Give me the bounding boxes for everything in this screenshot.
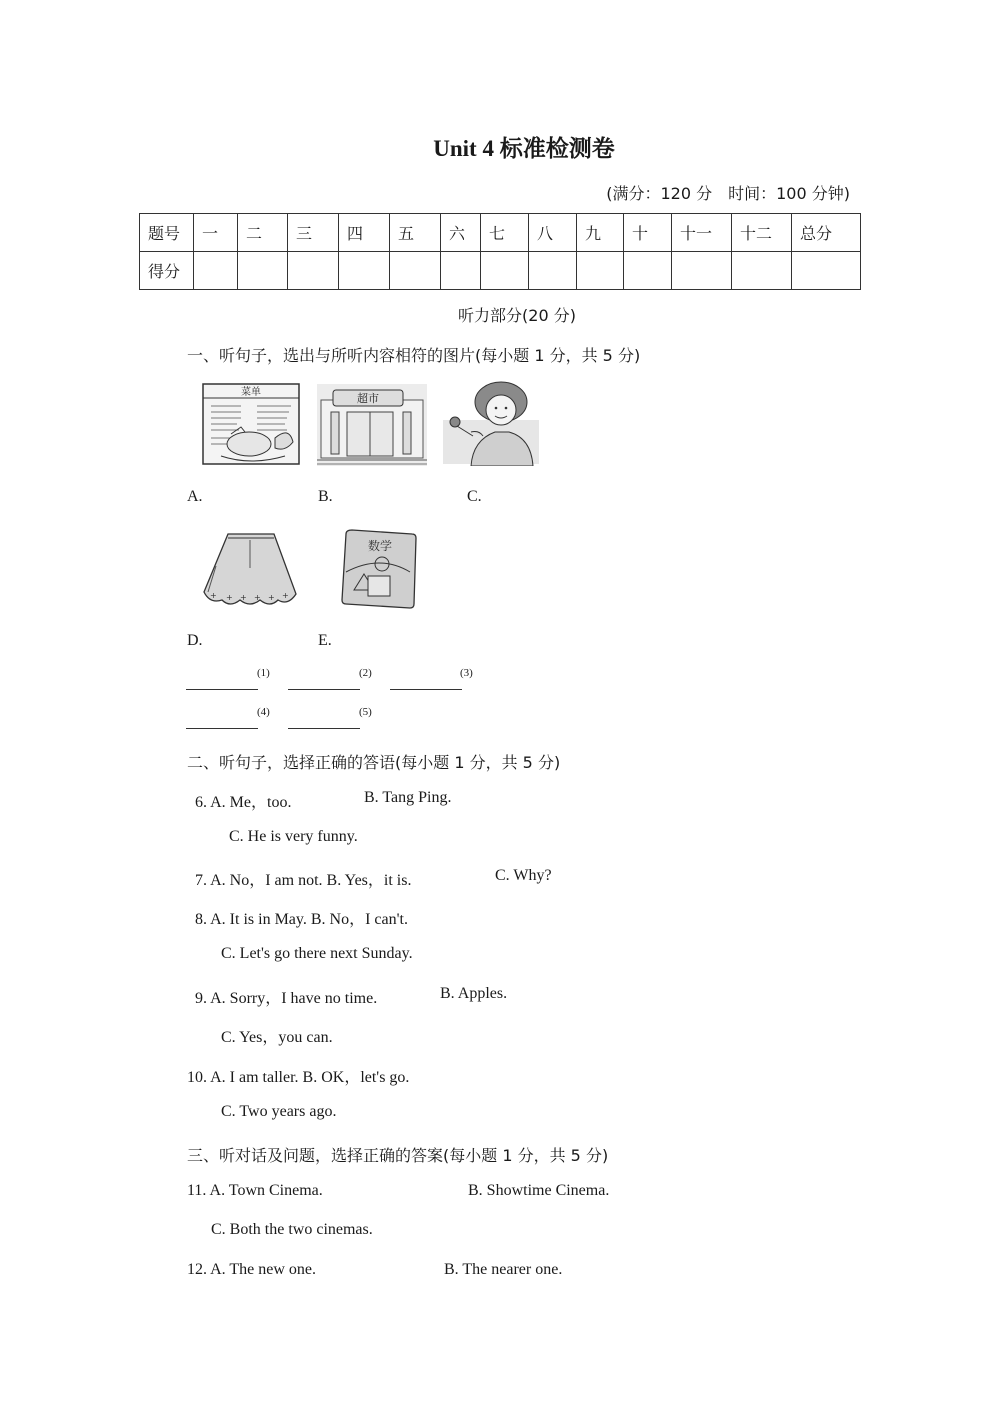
col-header: 二: [238, 214, 288, 252]
score-cell[interactable]: [624, 252, 672, 290]
svg-text:+: +: [268, 593, 275, 602]
score-table: [139, 213, 861, 290]
section-1-heading: 一、听句子，选出与所听内容相符的图片(每小题 1 分，共 5 分): [187, 346, 641, 365]
svg-text:+: +: [240, 593, 247, 602]
answer-blank-1[interactable]: [186, 689, 258, 690]
col-header: 十: [624, 214, 672, 252]
score-table-row-number: [140, 214, 861, 252]
score-cell[interactable]: [529, 252, 577, 290]
col-header: 总分: [792, 214, 861, 252]
score-table-row-score: [140, 252, 861, 290]
woman-with-flower-picture-icon: [443, 380, 539, 466]
skirt-picture-icon: [200, 530, 300, 610]
question-option: C. Two years ago.: [221, 1103, 337, 1120]
row-label: 题号: [140, 214, 194, 252]
answer-blank-5[interactable]: [288, 728, 360, 729]
question-option: B. Apples.: [440, 985, 508, 1002]
question-option: B. The nearer one.: [444, 1261, 563, 1278]
col-header: 十二: [732, 214, 792, 252]
question-option: C. Why?: [495, 867, 552, 884]
answer-blank-4[interactable]: [186, 728, 258, 729]
menu-picture-text: 菜单: [241, 387, 261, 398]
page-title: Unit 4 标准检测卷: [433, 136, 615, 161]
score-cell[interactable]: [732, 252, 792, 290]
svg-text:+: +: [282, 591, 289, 600]
question-option: C. Both the two cinemas.: [211, 1221, 373, 1238]
score-cell[interactable]: [339, 252, 390, 290]
blank-number: (1): [257, 667, 270, 679]
blank-number: (5): [359, 706, 372, 718]
math-book-picture-text: 数学: [367, 539, 393, 553]
section-2-heading: 二、听句子，选择正确的答语(每小题 1 分，共 5 分): [187, 753, 561, 772]
question-option: 7. A. No，I am not. B. Yes，it is.: [195, 872, 412, 889]
score-cell[interactable]: [288, 252, 339, 290]
score-cell[interactable]: [441, 252, 481, 290]
picture-label-b: B.: [318, 488, 333, 505]
section-3-heading: 三、听对话及问题，选择正确的答案(每小题 1 分，共 5 分): [187, 1146, 609, 1165]
picture-label-a: A.: [187, 488, 203, 505]
menu-picture-icon: [201, 382, 303, 466]
svg-text:+: +: [226, 593, 233, 602]
col-header: 八: [529, 214, 577, 252]
svg-text:+: +: [210, 591, 217, 600]
col-header: 四: [339, 214, 390, 252]
question-option: C. Yes，you can.: [221, 1029, 333, 1046]
picture-label-e: E.: [318, 632, 332, 649]
col-header: 六: [441, 214, 481, 252]
col-header: 一: [194, 214, 238, 252]
score-cell[interactable]: [194, 252, 238, 290]
exam-meta: (满分：120 分 时间：100 分钟): [606, 184, 850, 203]
picture-label-d: D.: [187, 632, 203, 649]
svg-text:+: +: [254, 593, 261, 602]
math-book-picture-icon: [340, 528, 420, 610]
question-option: B. Showtime Cinema.: [468, 1182, 610, 1199]
supermarket-picture-icon: [317, 384, 427, 466]
col-header: 三: [288, 214, 339, 252]
answer-blank-2[interactable]: [288, 689, 360, 690]
score-cell[interactable]: [390, 252, 441, 290]
question-option: B. Tang Ping.: [364, 789, 452, 806]
blank-number: (4): [257, 706, 270, 718]
supermarket-picture-text: 超市: [357, 392, 379, 405]
score-cell[interactable]: [577, 252, 624, 290]
blank-number: (3): [460, 667, 473, 679]
col-header: 七: [481, 214, 529, 252]
picture-label-c: C.: [467, 488, 482, 505]
score-cell[interactable]: [672, 252, 732, 290]
question-option: C. He is very funny.: [229, 828, 358, 845]
question-option: 8. A. It is in May. B. No，I can't.: [195, 911, 408, 928]
question-option: 11. A. Town Cinema.: [187, 1182, 323, 1199]
answer-blank-3[interactable]: [390, 689, 462, 690]
blank-number: (2): [359, 667, 372, 679]
col-header: 五: [390, 214, 441, 252]
question-option: 9. A. Sorry，I have no time.: [195, 990, 378, 1007]
score-cell[interactable]: [238, 252, 288, 290]
question-option: C. Let's go there next Sunday.: [221, 945, 413, 962]
question-option: 6. A. Me，too.: [195, 794, 292, 811]
col-header: 十一: [672, 214, 732, 252]
question-option: 10. A. I am taller. B. OK，let's go.: [187, 1069, 410, 1086]
score-cell[interactable]: [481, 252, 529, 290]
score-cell[interactable]: [792, 252, 861, 290]
row-label: 得分: [140, 252, 194, 290]
col-header: 九: [577, 214, 624, 252]
part-title: 听力部分(20 分): [458, 306, 576, 325]
question-option: 12. A. The new one.: [187, 1261, 317, 1278]
